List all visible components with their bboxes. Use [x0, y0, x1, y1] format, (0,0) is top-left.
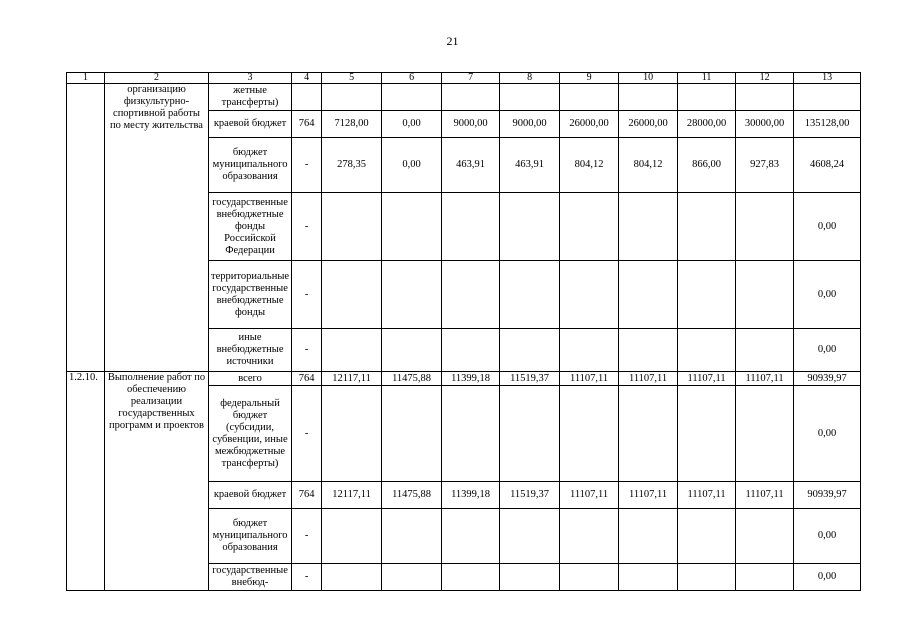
- funding-source: жетные трансферты): [209, 84, 292, 111]
- year-value-7: 9000,00: [442, 111, 500, 138]
- funding-source: территориальные государственные внебюджетные фонды: [209, 261, 292, 329]
- budget-code: 764: [292, 482, 322, 509]
- budget-code: 764: [292, 372, 322, 386]
- year-value-12: [736, 509, 794, 564]
- total-value: 0,00: [794, 386, 861, 482]
- column-header-3: 3: [209, 73, 292, 84]
- year-value-12: 11107,11: [736, 372, 794, 386]
- total-value: 135128,00: [794, 111, 861, 138]
- year-value-7: 11399,18: [442, 482, 500, 509]
- year-value-5: [322, 261, 382, 329]
- year-value-5: 12117,11: [322, 372, 382, 386]
- year-value-12: 11107,11: [736, 482, 794, 509]
- year-value-9: 11107,11: [560, 372, 619, 386]
- item-number: [67, 84, 105, 372]
- year-value-11: [678, 386, 736, 482]
- year-value-6: [382, 84, 442, 111]
- year-value-11: 28000,00: [678, 111, 736, 138]
- year-value-11: [678, 564, 736, 591]
- budget-code: -: [292, 261, 322, 329]
- funding-source: краевой бюджет: [209, 482, 292, 509]
- year-value-10: 11107,11: [619, 482, 678, 509]
- column-header-7: 7: [442, 73, 500, 84]
- year-value-5: [322, 564, 382, 591]
- budget-code: 764: [292, 111, 322, 138]
- year-value-6: [382, 261, 442, 329]
- year-value-8: 463,91: [500, 138, 560, 193]
- year-value-10: 11107,11: [619, 372, 678, 386]
- budget-code: -: [292, 564, 322, 591]
- year-value-12: [736, 84, 794, 111]
- column-header-13: 13: [794, 73, 861, 84]
- funding-source: государственные внебюджетные фонды Российской Федерации: [209, 193, 292, 261]
- year-value-11: [678, 84, 736, 111]
- budget-code: -: [292, 509, 322, 564]
- total-value: 90939,97: [794, 482, 861, 509]
- year-value-11: [678, 261, 736, 329]
- year-value-5: [322, 329, 382, 372]
- year-value-5: 278,35: [322, 138, 382, 193]
- year-value-11: 11107,11: [678, 482, 736, 509]
- column-header-1: 1: [67, 73, 105, 84]
- year-value-12: [736, 193, 794, 261]
- year-value-6: 11475,88: [382, 372, 442, 386]
- year-value-12: 927,83: [736, 138, 794, 193]
- year-value-12: [736, 386, 794, 482]
- year-value-10: [619, 386, 678, 482]
- column-header-6: 6: [382, 73, 442, 84]
- year-value-6: [382, 564, 442, 591]
- year-value-12: [736, 564, 794, 591]
- year-value-6: [382, 193, 442, 261]
- budget-table: [66, 72, 861, 591]
- funding-source: бюджет муниципального образования: [209, 509, 292, 564]
- year-value-11: [678, 509, 736, 564]
- year-value-7: [442, 261, 500, 329]
- year-value-11: [678, 193, 736, 261]
- year-value-9: [560, 193, 619, 261]
- year-value-7: [442, 329, 500, 372]
- total-value: 0,00: [794, 329, 861, 372]
- total-value: 0,00: [794, 261, 861, 329]
- table-row: [67, 84, 861, 111]
- year-value-10: [619, 509, 678, 564]
- funding-source: иные внебюджетные источники: [209, 329, 292, 372]
- year-value-6: [382, 509, 442, 564]
- year-value-11: [678, 329, 736, 372]
- year-value-11: 866,00: [678, 138, 736, 193]
- year-value-6: 11475,88: [382, 482, 442, 509]
- year-value-9: [560, 386, 619, 482]
- year-value-7: 463,91: [442, 138, 500, 193]
- year-value-8: [500, 84, 560, 111]
- year-value-7: [442, 84, 500, 111]
- year-value-8: [500, 329, 560, 372]
- year-value-9: 11107,11: [560, 482, 619, 509]
- budget-code: [292, 84, 322, 111]
- column-header-2: 2: [105, 73, 209, 84]
- year-value-8: [500, 193, 560, 261]
- budget-code: -: [292, 138, 322, 193]
- year-value-12: [736, 261, 794, 329]
- funding-source: всего: [209, 372, 292, 386]
- total-value: 4608,24: [794, 138, 861, 193]
- table-row: [67, 372, 861, 386]
- year-value-6: [382, 386, 442, 482]
- column-header-9: 9: [560, 73, 619, 84]
- year-value-5: [322, 193, 382, 261]
- year-value-10: [619, 84, 678, 111]
- year-value-8: [500, 261, 560, 329]
- year-value-12: 30000,00: [736, 111, 794, 138]
- total-value: 0,00: [794, 509, 861, 564]
- year-value-10: [619, 193, 678, 261]
- year-value-11: 11107,11: [678, 372, 736, 386]
- year-value-9: 26000,00: [560, 111, 619, 138]
- year-value-9: [560, 84, 619, 111]
- year-value-10: 26000,00: [619, 111, 678, 138]
- funding-source: государственные внебюд-: [209, 564, 292, 591]
- year-value-7: 11399,18: [442, 372, 500, 386]
- year-value-5: 12117,11: [322, 482, 382, 509]
- column-header-10: 10: [619, 73, 678, 84]
- year-value-6: [382, 329, 442, 372]
- year-value-10: [619, 564, 678, 591]
- item-name: организацию физкультурно-спортивной работы по месту жительства: [105, 84, 209, 372]
- year-value-9: [560, 564, 619, 591]
- column-header-8: 8: [500, 73, 560, 84]
- year-value-8: 9000,00: [500, 111, 560, 138]
- year-value-5: [322, 386, 382, 482]
- page-number: 21: [446, 34, 459, 48]
- year-value-5: 7128,00: [322, 111, 382, 138]
- budget-code: -: [292, 329, 322, 372]
- year-value-12: [736, 329, 794, 372]
- year-value-10: 804,12: [619, 138, 678, 193]
- funding-source: федеральный бюджет (субсидии, субвенции, иные межбюджетные трансферты): [209, 386, 292, 482]
- year-value-6: 0,00: [382, 138, 442, 193]
- year-value-9: [560, 509, 619, 564]
- funding-source: бюджет муниципального образования: [209, 138, 292, 193]
- year-value-8: [500, 564, 560, 591]
- year-value-8: 11519,37: [500, 372, 560, 386]
- year-value-7: [442, 509, 500, 564]
- year-value-5: [322, 84, 382, 111]
- funding-source: краевой бюджет: [209, 111, 292, 138]
- column-header-4: 4: [292, 73, 322, 84]
- year-value-8: 11519,37: [500, 482, 560, 509]
- total-value: 0,00: [794, 564, 861, 591]
- budget-code: -: [292, 193, 322, 261]
- year-value-8: [500, 386, 560, 482]
- column-header-11: 11: [678, 73, 736, 84]
- year-value-9: [560, 329, 619, 372]
- year-value-5: [322, 509, 382, 564]
- year-value-10: [619, 329, 678, 372]
- column-header-12: 12: [736, 73, 794, 84]
- year-value-9: [560, 261, 619, 329]
- year-value-7: [442, 386, 500, 482]
- year-value-9: 804,12: [560, 138, 619, 193]
- total-value: 90939,97: [794, 372, 861, 386]
- total-value: [794, 84, 861, 111]
- year-value-7: [442, 193, 500, 261]
- item-name: Выполнение работ по обеспечению реализации государственных программ и проектов: [105, 372, 209, 591]
- year-value-7: [442, 564, 500, 591]
- total-value: 0,00: [794, 193, 861, 261]
- item-number: 1.2.10.: [67, 372, 105, 591]
- column-header-5: 5: [322, 73, 382, 84]
- year-value-10: [619, 261, 678, 329]
- column-number-row: [67, 73, 861, 84]
- budget-code: -: [292, 386, 322, 482]
- year-value-8: [500, 509, 560, 564]
- year-value-6: 0,00: [382, 111, 442, 138]
